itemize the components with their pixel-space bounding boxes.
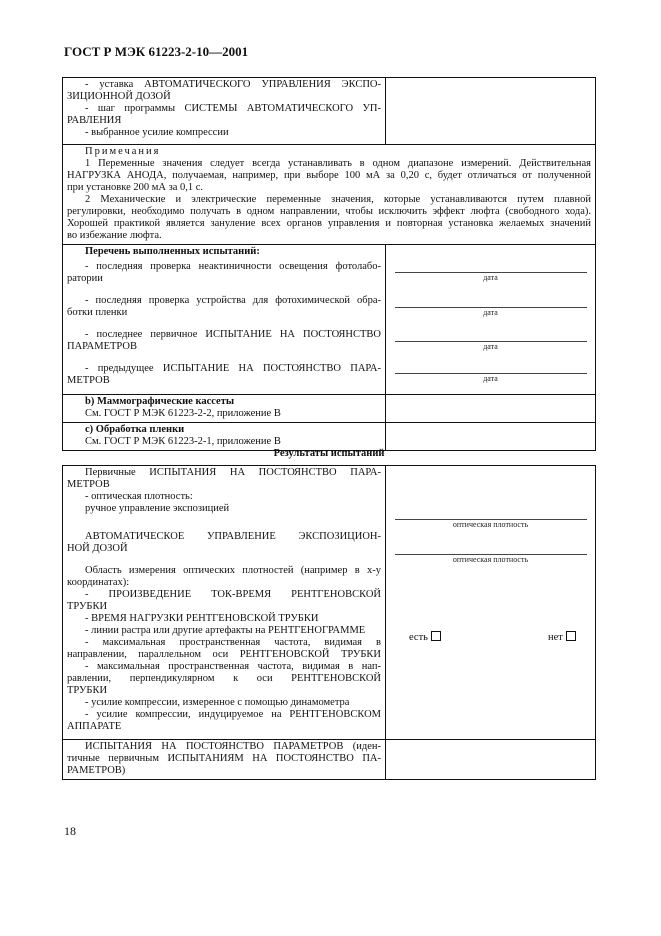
document-header: ГОСТ Р МЭК 61223-2-10—2001 [64, 44, 249, 59]
text-line: тичные первичным ИСПЫТАНИЯМ НА ПОСТОЯНСТВО ПА- [67, 753, 381, 764]
list-item [67, 329, 381, 353]
optical-density-field[interactable] [386, 554, 595, 565]
mammo-text: См. ГОСТ Р МЭК 61223-2-2, приложение В [85, 408, 281, 419]
od-caption: оптическая плотность [452, 520, 529, 529]
text-line: регулировки, необходимо получать в одном направлении, чтобы исключить эффект люфта (свободного хода). [67, 206, 591, 217]
list-item [67, 363, 381, 387]
mammo-value-cell[interactable] [386, 395, 595, 422]
text-line: ТРУБКИ [67, 601, 108, 612]
results-table [62, 465, 596, 780]
constancy-value-cell[interactable] [386, 740, 595, 779]
text-line: координатах): [67, 577, 130, 588]
text-line: направлении, параллельном оси РЕНТГЕНОВСКОЙ ТРУБКИ [67, 649, 381, 660]
results-value-cell [386, 466, 595, 739]
text-line: - линии растра или другие артефакты на РЕНТГЕНОГРАММЕ [85, 625, 366, 636]
text-line: равлении, перпендикулярном к оси РЕНТГЕНОВСКОЙ [67, 673, 381, 684]
text-line: при установке 200 мА за 0,1 с. [67, 182, 204, 193]
yes-option[interactable] [409, 631, 441, 643]
text-line: НАГРУЗКА АНОДА, получаемая, например, при выборе 100 мА за 0,20 с, будет отличаться от полученной [67, 170, 591, 181]
text-line: ратории [67, 273, 103, 284]
dates-cell [386, 245, 595, 394]
date-caption: дата [483, 308, 498, 317]
text-line: 1 Переменные значения следует всегда устанавливать в одном диапазоне измерений. Действительная [85, 158, 591, 169]
page-number: 18 [64, 824, 76, 838]
settings-table [62, 77, 596, 451]
primary-tests-row [63, 466, 595, 739]
text-line: ботки пленки [67, 307, 128, 318]
text-line: - максимальная пространственная частота, видимая в [85, 637, 381, 648]
constancy-tests-row [63, 739, 595, 779]
date-caption: дата [483, 342, 498, 351]
date-field[interactable] [386, 272, 595, 283]
no-option[interactable] [548, 631, 576, 643]
optical-density-field[interactable] [386, 519, 595, 530]
film-processing-cell [63, 423, 386, 450]
primary-tests-cell [63, 466, 386, 739]
settings-cell [63, 78, 386, 144]
constancy-tests-cell [63, 740, 386, 779]
text-line: ТРУБКИ [67, 685, 108, 696]
date-caption: дата [483, 273, 498, 282]
completed-tests-title: Перечень выполненных испытаний: [85, 246, 260, 257]
film-value-cell[interactable] [386, 423, 595, 450]
film-title: c) Обработка пленки [85, 424, 185, 435]
text-line: - шаг программы СИСТЕМЫ АВТОМАТИЧЕСКОГО УП- [85, 103, 381, 114]
date-field[interactable] [386, 373, 595, 384]
text-line: МЕТРОВ [67, 479, 110, 490]
text-line: - последнее первичное ИСПЫТАНИЕ НА ПОСТОЯНСТВО [85, 329, 381, 340]
notes-title: Примечания [85, 146, 161, 157]
text-line: Хорошей практикой является зануление всех органов управления и повторная установка желаемых значений [67, 218, 591, 229]
text-line: - предыдущее ИСПЫТАНИЕ НА ПОСТОЯНСТВО ПАРА- [85, 363, 381, 374]
text-line: - оптическая плотность: [85, 491, 193, 502]
text-line: АВТОМАТИЧЕСКОЕ УПРАВЛЕНИЕ ЭКСПОЗИЦИОН- [85, 531, 381, 542]
settings-value-cell[interactable] [386, 78, 595, 144]
list-item [67, 295, 381, 319]
text-line: НОЙ ДОЗОЙ [67, 543, 128, 554]
completed-tests-cell [63, 245, 386, 394]
text-line: ручное управление экспозицией [85, 503, 230, 514]
text-line: Первичные ИСПЫТАНИЯ НА ПОСТОЯНСТВО ПАРА- [85, 467, 381, 478]
table-row [63, 78, 595, 144]
mammo-cassettes-cell [63, 395, 386, 422]
text-line: ИСПЫТАНИЯ НА ПОСТОЯНСТВО ПАРАМЕТРОВ (иден- [85, 741, 381, 752]
film-text: См. ГОСТ Р МЭК 61223-2-1, приложение В [85, 436, 281, 447]
text-line: Область измерения оптических плотностей (например в x-y [85, 565, 381, 576]
yes-checkbox[interactable] [431, 631, 441, 641]
results-section-title: Результаты испытаний [273, 448, 385, 459]
mammo-title: b) Маммографические кассеты [85, 396, 235, 407]
no-label: нет [548, 632, 563, 643]
notes-row [63, 144, 595, 244]
text-line: МЕТРОВ [67, 375, 110, 386]
notes-cell [63, 145, 595, 244]
text-line: - последняя проверка устройства для фотохимической обра- [85, 295, 381, 306]
text-line: РАМЕТРОВ) [67, 765, 126, 776]
text-line: - максимальная пространственная частота, видимая в нап- [85, 661, 381, 672]
no-checkbox[interactable] [566, 631, 576, 641]
text-line: - усилие компрессии, индуцируемое на РЕНТГЕНОВСКОМ [85, 709, 381, 720]
mammo-cassettes-row [63, 394, 595, 422]
text-line: - ВРЕМЯ НАГРУЗКИ РЕНТГЕНОВСКОЙ ТРУБКИ [85, 613, 319, 624]
date-caption: дата [483, 374, 498, 383]
text-line: АППАРАТЕ [67, 721, 122, 732]
od-caption: оптическая плотность [452, 555, 529, 564]
text-line: - усилие компрессии, измеренное с помощью динамометра [85, 697, 350, 708]
text-line: во избежание люфта. [67, 230, 162, 241]
text-line: - уставка АВТОМАТИЧЕСКОГО УПРАВЛЕНИЯ ЭКСПО- [85, 79, 381, 90]
text-line: РАВЛЕНИЯ [67, 115, 122, 126]
film-processing-row [63, 422, 595, 450]
date-field[interactable] [386, 341, 595, 352]
completed-tests-row [63, 244, 595, 394]
text-line: - последняя проверка неактиничности освещения фотолабо- [85, 261, 381, 272]
list-item [67, 261, 381, 285]
text-line: - ПРОИЗВЕДЕНИЕ ТОК-ВРЕМЯ РЕНТГЕНОВСКОЙ [85, 589, 381, 600]
text-line: - выбранное усилие компрессии [85, 127, 229, 138]
date-field[interactable] [386, 307, 595, 318]
text-line: ПАРАМЕТРОВ [67, 341, 137, 352]
text-line: ЗИЦИОННОЙ ДОЗОЙ [67, 91, 171, 102]
text-line: 2 Механические и электрические переменные значения, которые устанавливаются путем плавной [85, 194, 591, 205]
yes-label: есть [409, 632, 428, 643]
